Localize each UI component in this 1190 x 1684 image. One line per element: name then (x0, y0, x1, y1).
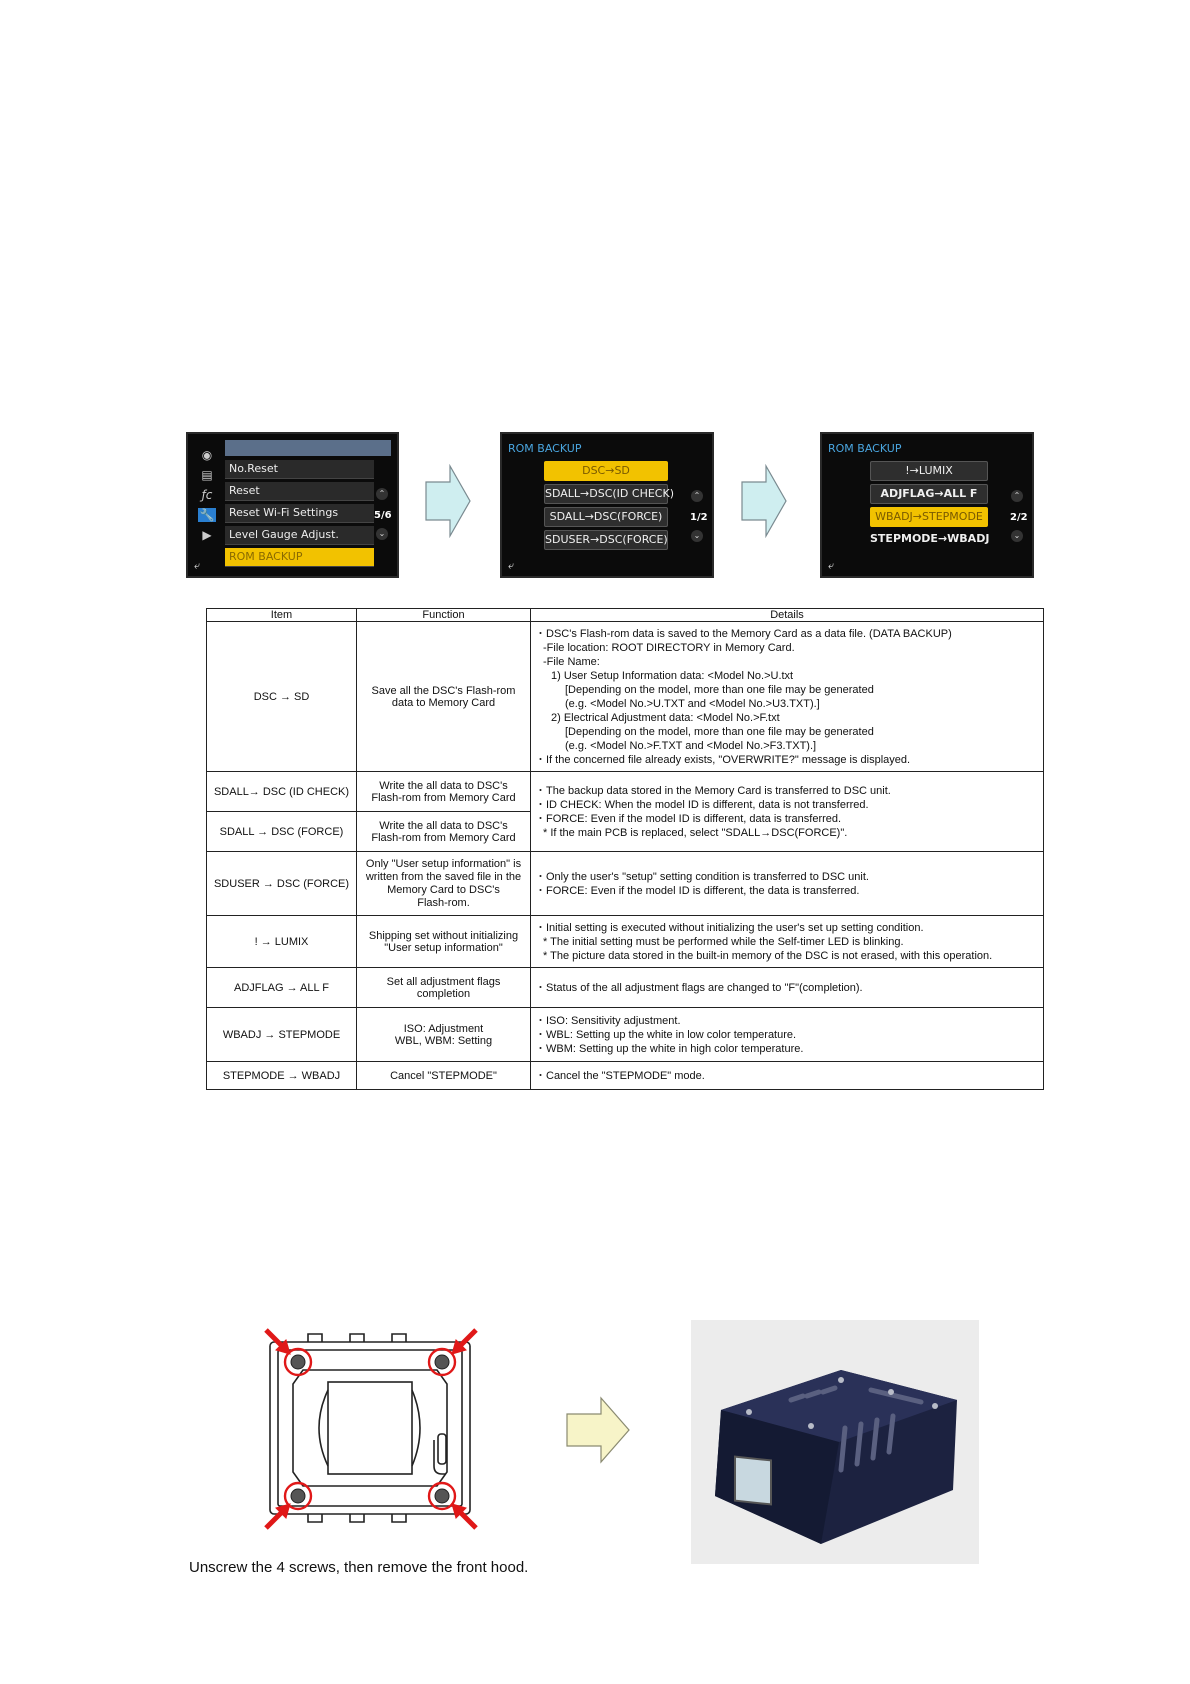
detail-line: (e.g. <Model No.>F.TXT and <Model No.>F3.TXT).] (565, 739, 817, 752)
menu-title-bar (225, 440, 391, 456)
function-cell (357, 772, 531, 812)
option-lumix[interactable]: !→LUMIX (870, 461, 988, 481)
chevron-down-icon[interactable]: ⌄ (691, 530, 703, 542)
detail-line: ・Initial setting is executed without initializing the user's set up setting condition. (535, 921, 924, 934)
chevron-up-icon[interactable]: ⌃ (691, 490, 703, 502)
details-cell (531, 622, 1044, 772)
option-wbadj-stepmode[interactable]: WBADJ→STEPMODE (870, 507, 988, 527)
chevron-up-icon[interactable]: ⌃ (376, 488, 388, 500)
chevron-down-icon[interactable]: ⌄ (1011, 530, 1023, 542)
arrow-right-icon (424, 464, 472, 538)
function-line: Set all adjustment flags (386, 975, 501, 988)
option-sduser-force[interactable]: SDUSER→DSC(FORCE) (544, 530, 668, 550)
option-adjflag-all-f[interactable]: ADJFLAG→ALL F (870, 484, 988, 504)
function-line: Cancel "STEPMODE" (390, 1069, 497, 1082)
detail-line: [Depending on the model, more than one file may be generated (565, 683, 874, 696)
function-line: Flash-rom from Memory Card (371, 791, 516, 804)
function-line: WBL, WBM: Setting (394, 1034, 493, 1047)
details-cell (531, 968, 1044, 1008)
table-row (207, 772, 1044, 812)
detail-line: ・Cancel the "STEPMODE" mode. (535, 1069, 705, 1082)
item-cell: SDALL → DSC (FORCE) (207, 812, 357, 852)
wrench-icon[interactable]: 🔧 (199, 508, 215, 522)
detail-line: ・ID CHECK: When the model ID is different, data is not transferred. (535, 798, 869, 811)
screen-title: ROM BACKUP (508, 442, 582, 455)
detail-line: ・Status of the all adjustment flags are changed to "F"(completion). (535, 981, 863, 994)
chevron-down-icon[interactable]: ⌄ (376, 528, 388, 540)
back-icon[interactable]: ⤶ (508, 559, 515, 572)
option-sdall-force[interactable]: SDALL→DSC(FORCE) (544, 507, 668, 527)
function-cell (357, 622, 531, 772)
details-cell (531, 916, 1044, 968)
detail-line: ・WBL: Setting up the white in low color temperature. (535, 1028, 797, 1041)
header-function: Function (357, 609, 531, 622)
option-dsc-sd[interactable]: DSC→SD (544, 461, 668, 481)
details-cell (531, 1008, 1044, 1062)
back-icon[interactable]: ⤶ (828, 559, 835, 572)
function-cell (357, 812, 531, 852)
detail-line: -File location: ROOT DIRECTORY in Memory Card. (543, 641, 795, 654)
camera-icon[interactable]: ◉ (201, 448, 213, 462)
detail-line: [Depending on the model, more than one file may be generated (565, 725, 874, 738)
arrow-right-icon (565, 1396, 631, 1464)
header-details: Details (531, 609, 1044, 622)
details-cell (531, 852, 1044, 916)
detail-line: ・If the concerned file already exists, "OVERWRITE?" message is displayed. (535, 753, 911, 766)
function-line: Save all the DSC's Flash-rom (371, 684, 516, 697)
table-row (207, 852, 1044, 916)
item-cell: SDALL→ DSC (ID CHECK) (207, 772, 357, 812)
item-cell: ADJFLAG → ALL F (207, 968, 357, 1008)
camera-unit-illustration (691, 1320, 979, 1564)
back-icon[interactable]: ⤶ (194, 559, 201, 572)
page-indicator: 5/6 (374, 510, 392, 521)
function-line: Flash-rom. (417, 896, 470, 909)
function-line: Memory Card to DSC's (387, 883, 500, 896)
detail-line: ・FORCE: Even if the model ID is different, the data is transferred. (535, 884, 860, 897)
function-line: completion (416, 987, 471, 1000)
header-item: Item (207, 609, 357, 622)
item-cell: DSC → SD (207, 622, 357, 772)
table-row (207, 622, 1044, 772)
function-line: data to Memory Card (391, 696, 496, 709)
table-row (207, 968, 1044, 1008)
front-hood-diagram (248, 1310, 496, 1550)
detail-line: -File Name: (543, 655, 600, 668)
screen-title: ROM BACKUP (828, 442, 902, 455)
table-header-row (207, 609, 1044, 622)
function-line: "User setup information" (384, 941, 503, 954)
table-row (207, 916, 1044, 968)
page-indicator: 1/2 (690, 512, 708, 523)
chevron-up-icon[interactable]: ⌃ (1011, 490, 1023, 502)
function-line: Write the all data to DSC's (379, 819, 508, 832)
item-cell: STEPMODE → WBADJ (207, 1062, 357, 1090)
setup-menu-screen (186, 432, 399, 578)
detail-line: 2) Electrical Adjustment data: <Model No.>F.txt (551, 711, 780, 724)
item-cell: ! → LUMIX (207, 916, 357, 968)
detail-line: ・ISO: Sensitivity adjustment. (535, 1014, 681, 1027)
function-cell (357, 968, 531, 1008)
item-cell: SDUSER → DSC (FORCE) (207, 852, 357, 916)
menu-item-no-reset[interactable]: No.Reset (225, 460, 374, 479)
detail-line: ・The backup data stored in the Memory Card is transferred to DSC unit. (535, 784, 891, 797)
option-stepmode-wbadj[interactable]: STEPMODE→WBADJ (870, 532, 990, 545)
rom-backup-screen-2 (820, 432, 1034, 578)
detail-line: ・Only the user's "setup" setting condition is transferred to DSC unit. (535, 870, 869, 883)
function-line: ISO: Adjustment (403, 1022, 484, 1035)
detail-line: ・WBM: Setting up the white in high color temperature. (535, 1042, 804, 1055)
menu-item-level-gauge[interactable]: Level Gauge Adjust. (225, 526, 374, 545)
item-cell: WBADJ → STEPMODE (207, 1008, 357, 1062)
function-cell (357, 1008, 531, 1062)
detail-line: (e.g. <Model No.>U.TXT and <Model No.>U3.TXT).] (565, 697, 820, 710)
function-line: Only "User setup information" is (365, 857, 522, 870)
custom-icon[interactable]: ƒc (201, 488, 213, 502)
playback-icon[interactable]: ▶ (202, 528, 212, 542)
rom-backup-screen-1 (500, 432, 714, 578)
detail-line: * The initial setting must be performed while the Self-timer LED is blinking. (543, 935, 904, 948)
detail-line: ・DSC's Flash-rom data is saved to the Memory Card as a data file. (DATA BACKUP) (535, 627, 952, 640)
function-cell (357, 916, 531, 968)
table-row (207, 1062, 1044, 1090)
menu-item-reset-wifi[interactable]: Reset Wi-Fi Settings (225, 504, 374, 523)
detail-line: 1) User Setup Information data: <Model No.>U.txt (551, 669, 794, 682)
page-indicator: 2/2 (1010, 512, 1028, 523)
instruction-caption: Unscrew the 4 screws, then remove the front hood. (189, 1559, 529, 1576)
detail-line: * The picture data stored in the built-in memory of the DSC is not erased, with this operation. (543, 949, 993, 962)
menu-item-reset[interactable]: Reset (225, 482, 374, 501)
function-line: written from the saved file in the (365, 870, 522, 883)
rom-backup-table (206, 608, 1044, 1090)
details-cell (531, 1062, 1044, 1090)
camera-unit-photo (691, 1320, 979, 1564)
details-cell (531, 772, 1044, 852)
function-line: Flash-rom from Memory Card (371, 831, 516, 844)
table-row (207, 1008, 1044, 1062)
video-icon[interactable]: ▤ (201, 468, 213, 482)
function-line: Shipping set without initializing (368, 929, 519, 942)
arrow-right-icon (740, 464, 788, 538)
detail-line: * If the main PCB is replaced, select "SDALL→DSC(FORCE)". (543, 826, 848, 839)
menu-item-rom-backup[interactable]: ROM BACKUP (225, 548, 374, 567)
function-line: Write the all data to DSC's (379, 779, 508, 792)
function-cell (357, 1062, 531, 1090)
function-cell (357, 852, 531, 916)
detail-line: ・FORCE: Even if the model ID is different, data is transferred. (535, 812, 842, 825)
option-sdall-id-check[interactable]: SDALL→DSC(ID CHECK) (544, 484, 668, 504)
